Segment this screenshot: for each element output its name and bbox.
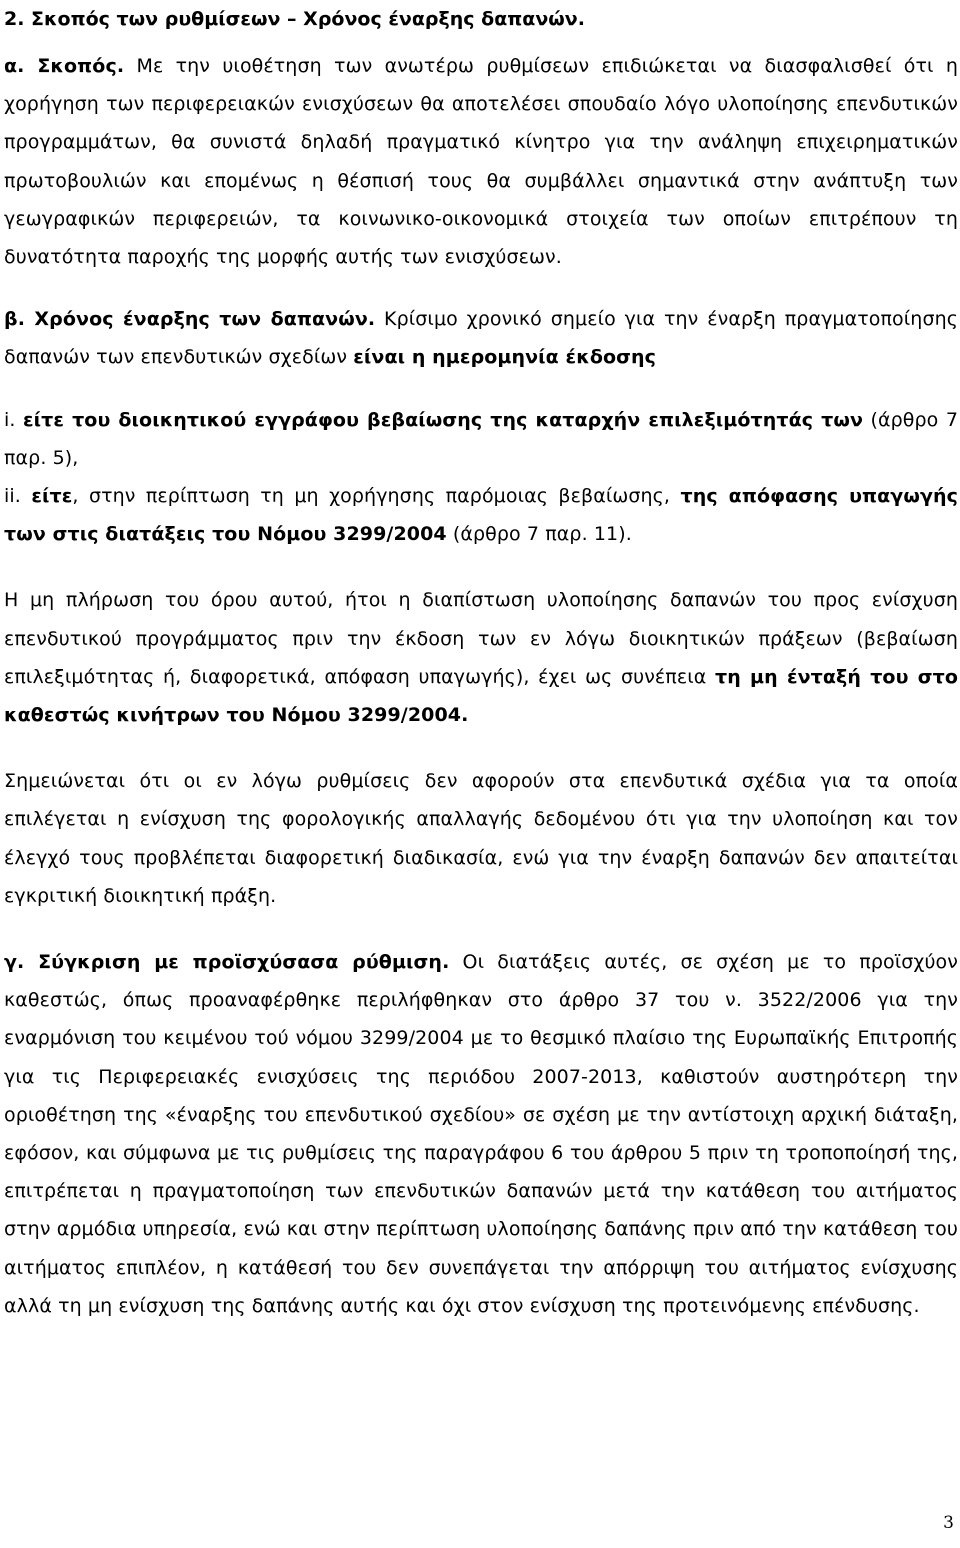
spacer [4, 38, 958, 47]
paragraph-comparison [4, 943, 958, 1325]
list-item-i [4, 401, 958, 477]
paragraph-consequence-text: Η μη πλήρωση του όρου αυτού, ήτοι η διαπίστωση υλοποίησης δαπανών του προς ενίσχυση επενδυτικού προγράμματος πριν την έκδοση των εν λόγω διοικητικών πράξεων (βεβαίωση επιλεξιμότητας ή, διαφορετικά, απόφαση υπαγωγής), έχει ως συνέπεια [4, 589, 958, 688]
paragraph-comparison-label: γ. Σύγκριση με προϊσχύσασα ρύθμιση. [4, 951, 450, 974]
paragraph-purpose-text: Με την υιοθέτηση των ανωτέρω ρυθμίσεων επιδιώκεται να διασφαλισθεί ότι η χορήγηση των περιφερειακών ενισχύσεων θα αποτελέσει σπουδαίο λόγο υλοποίησης επενδυτικών προγραμμάτων, θα συνιστά δηλαδή πραγματικό κίνητρο για την ανάληψη επιχειρηματικών πρωτοβουλιών και επομένως η θέσπισή τους θα συμβάλλει σημαντικά στην ανάπτυξη των γεωγραφικών περιφερειών, τα κοινωνικο-οικονομικά στοιχεία των οποίων επιτρέπουν τη δυνατότητα παροχής της μορφής αυτής των ενισχύσεων. [4, 55, 959, 269]
list-item-i-text: (άρθρο 7 παρ. 5), [4, 408, 959, 469]
list-item-ii [4, 477, 958, 553]
paragraph-note: Σημειώνεται ότι οι εν λόγω ρυθμίσεις δεν αφορούν στα επενδυτικά σχέδια για τα οποία επιλέγεται η ενίσχυση της φορολογικής απαλλαγής δεδομένου ότι για την υλοποίηση και τον έλεγχό τους προβλέπεται διαφορετική διαδικασία, ενώ για την έναρξη δαπανών δεν απαιτείται εγκριτική διοικητική πράξη. [4, 770, 958, 907]
paragraph-purpose-label: α. Σκοπός. [4, 55, 125, 77]
paragraph-start-time [4, 300, 958, 376]
spacer [4, 734, 958, 762]
list-item-ii-text-1: , στην περίπτωση τη μη χορήγησης παρόμοιας βεβαίωσης, [72, 485, 681, 508]
spacer [4, 276, 958, 300]
list-item-ii-bold-2: της απόφασης υπαγωγής των στις διατάξεις του Νόμου 3299/2004 [4, 485, 958, 546]
spacer [4, 553, 958, 581]
page-number: 3 [943, 1513, 954, 1533]
paragraph-start-time-label: β. Χρόνος έναρξης των δαπανών. [4, 308, 376, 331]
list-item-ii-bold-1: είτε [31, 485, 73, 508]
paragraph-consequence-bold: τη μη ένταξή του στο καθεστώς κινήτρων του Νόμου 3299/2004. [4, 665, 958, 727]
paragraph-purpose [4, 47, 958, 276]
list-item-i-prefix: i. [4, 408, 23, 431]
paragraph-consequence [4, 581, 958, 734]
list-item-i-bold: είτε του διοικητικού εγγράφου βεβαίωσης της καταρχήν επιλεξιμότητάς των [22, 408, 864, 431]
list-item-ii-text-2: (άρθρο 7 παρ. 11). [446, 523, 632, 546]
paragraph-comparison-text: Οι διατάξεις αυτές, σε σχέση με το προϊσχύον καθεστώς, όπως προαναφέρθηκε περιλήφθηκαν στο άρθρο 37 του ν. 3522/2006 για την εναρμόνιση του κειμένου τού νόμου 3299/2004 με το θεσμικό πλαίσιο της Ευρωπαϊκής Επιτροπής για τις Περιφερειακές ενισχύσεις της περιόδου 2007-2013, καθιστούν αυστηρότερη την οριοθέτηση της «έναρξης του επενδυτικού σχεδίου» σε σχέση με την αντίστοιχη αρχική διάταξη, εφόσον, και σύμφωνα με τις ρυθμίσεις της παραγράφου 6 του άρθρου 5 πριν τη τροποποίησή της, επιτρέπεται η πραγματοποίηση των επενδυτικών δαπανών μετά την κατάθεση του αιτήματος στην αρμόδια υπηρεσία, ενώ και στην περίπτωση υλοποίησης δαπάνης πριν από την κατάθεση του αιτήματος επιπλέον, η κατάθεσή του δεν συνεπάγεται την απόρριψη του αιτήματος ενίσχυσης αλλά τη μη ενίσχυση της δαπάνης αυτής και όχι στον ενίσχυση της προτεινόμενης επένδυσης. [4, 951, 958, 1317]
paragraph-start-time-text: Κρίσιμο χρονικό σημείο για την έναρξη πραγματοποίησης δαπανών των επενδυτικών σχεδίων [4, 308, 958, 369]
paragraph-start-time-bold: είναι η ημερομηνία έκδοσης [353, 346, 657, 369]
list-item-ii-prefix: ii. [4, 485, 32, 508]
spacer [4, 377, 958, 401]
section-heading: 2. Σκοπός των ρυθμίσεων – Χρόνος έναρξης δαπανών. [4, 8, 585, 30]
spacer [4, 915, 958, 943]
